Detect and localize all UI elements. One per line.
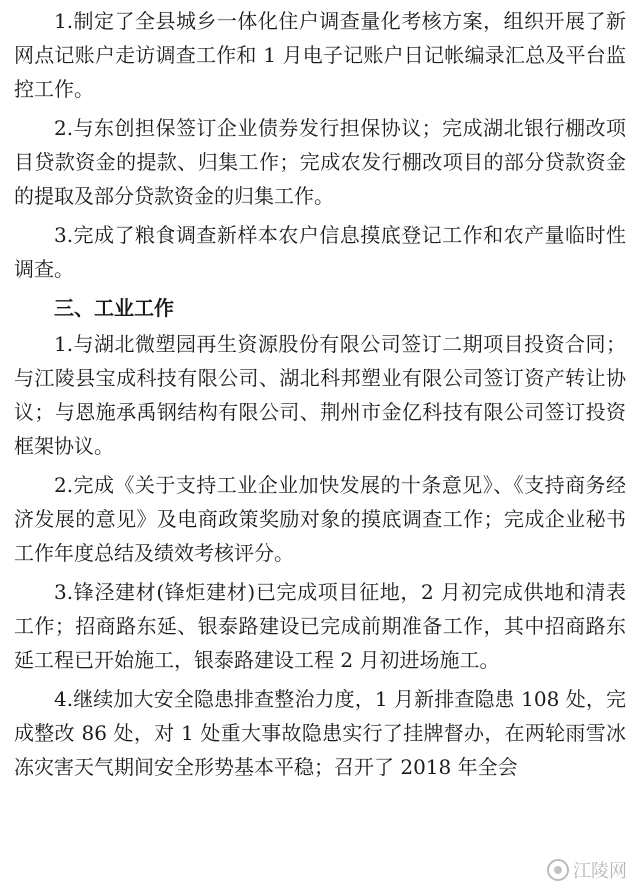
section-heading-industry: 三、工业工作 <box>54 296 174 320</box>
watermark-text: 江陵网 <box>573 861 627 882</box>
paragraph-bond-guarantee: 2.与东创担保签订企业债券发行担保协议；完成湖北银行棚改项目贷款资金的提款、归集工作；完成农发行棚改项目的部分贷款资金的提取及部分贷款资金的归集工作。 <box>14 116 626 208</box>
watermark-logo-icon <box>547 859 569 881</box>
paragraph-policy-survey: 2.完成《关于支持工业企业加快发展的十条意见》、《支持商务经济发展的意见》及电商政策奖励对象的摸底调查工作；完成企业秘书工作年度总结及绩效考核评分。 <box>14 473 626 565</box>
paragraph-household-survey: 1.制定了全县城乡一体化住户调查量化考核方案，组织开展了新网点记账户走访调查工作和 1 月电子记账户日记帐编录汇总及平台监控工作。 <box>14 9 626 101</box>
watermark <box>547 857 627 883</box>
paragraph-grain-survey: 3.完成了粮食调查新样本农户信息摸底登记工作和农产量临时性调查。 <box>14 223 626 281</box>
paragraph-safety-inspection: 4.继续加大安全隐患排查整治力度，1 月新排查隐患 108 处，完成整改 86 处，对 1 处重大事故隐患实行了挂牌督办，在两轮雨雪冰冻灾害天气期间安全形势基本平稳；召开了 2018 年全会 <box>14 687 626 779</box>
paragraph-construction-progress: 3.锋泾建材(锋炬建材)已完成项目征地，2 月初完成供地和清表工作；招商路东延、银泰路建设已完成前期准备工作，其中招商路东延工程已开始施工，银泰路建设工程 2 月初进场施工。 <box>14 580 626 672</box>
paragraph-investment-contracts: 1.与湖北微塑园再生资源股份有限公司签订二期项目投资合同；与江陵县宝成科技有限公司、湖北科邦塑业有限公司签订资产转让协议；与恩施承禹钢结构有限公司、荆州市金亿科技有限公司签订投资框架协议。 <box>14 332 626 458</box>
document-body <box>14 4 626 784</box>
